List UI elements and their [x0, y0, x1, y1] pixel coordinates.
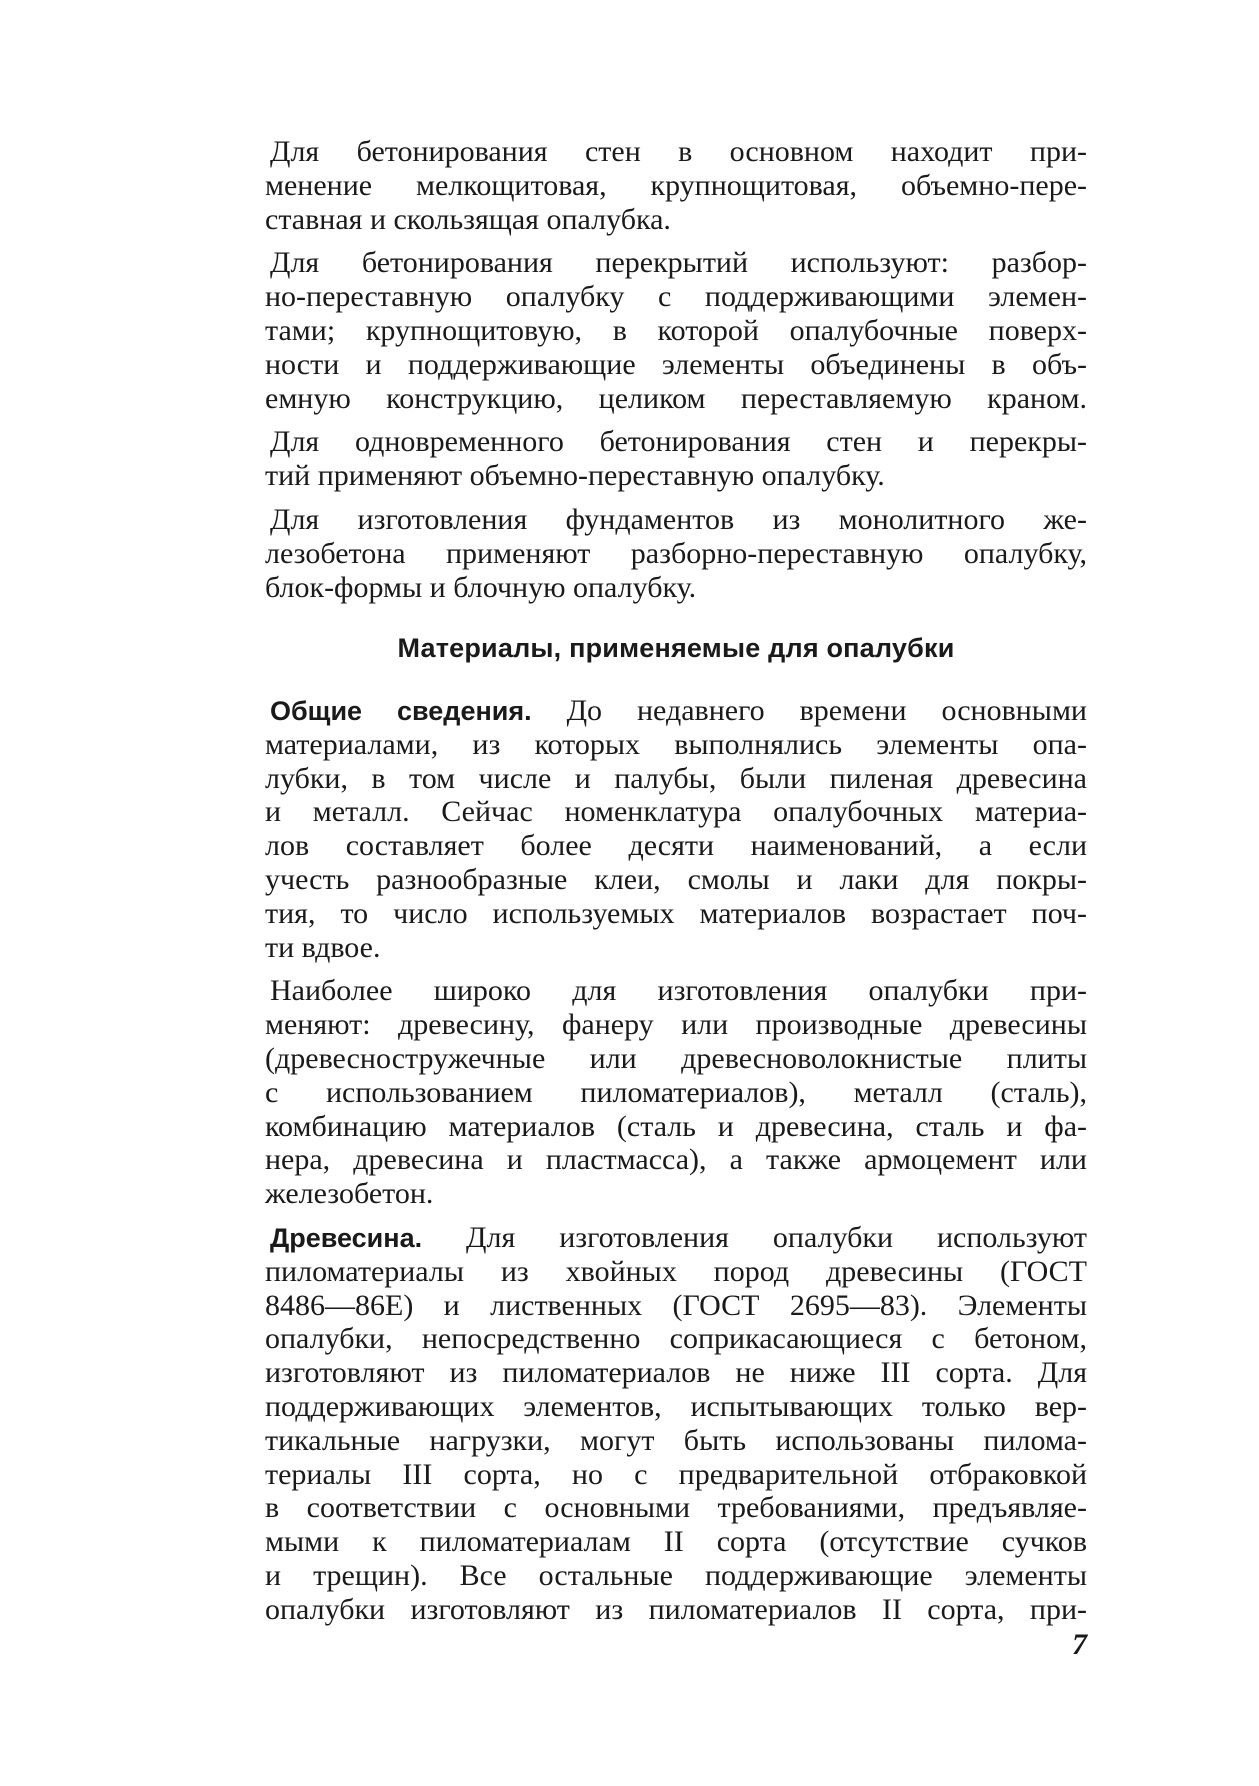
text-line: опалубки, непосредственно соприкасающиеся с бетоном, [265, 1322, 1087, 1356]
text-line: мыми к пиломатериалам II сорта (отсутствие сучков [265, 1525, 1087, 1559]
paragraph-lead-heading: Общие сведения. [270, 696, 532, 726]
text-line: Для одновременного бетонирования стен и перекры- [270, 425, 1087, 459]
text-line: териалы III сорта, но с предварительной отбраковкой [265, 1457, 1087, 1491]
text-line: (древесностружечные или древесноволокнистые плиты [265, 1041, 1087, 1075]
text-line: с использованием пиломатериалов), металл (сталь), [265, 1075, 1087, 1109]
text-line: Для изготовления фундаментов из монолитного же- [270, 502, 1087, 536]
text-line: менение мелкощитовая, крупнощитовая, объемно-пере- [265, 168, 1087, 202]
text-line: лов составляет более десяти наименований, а если [265, 829, 1087, 863]
text-line: и трещин). Все остальные поддерживающие элементы [265, 1558, 1087, 1592]
text-line [265, 1221, 1087, 1255]
text-line: 8486—86Е) и лиственных (ГОСТ 2695—83). Элементы [265, 1288, 1087, 1322]
text-line: лезобетона применяют разборно-переставную опалубку, [265, 536, 1087, 570]
text-line [265, 694, 1087, 728]
text-line: тия, то число используемых материалов возрастает поч- [265, 896, 1087, 930]
text-line: ставная и скользящая опалубка. [265, 202, 671, 236]
text-line: учесть разнообразные клеи, смолы и лаки для покры- [265, 862, 1087, 896]
text-line: тикальные нагрузки, могут быть использованы пилома- [265, 1423, 1087, 1457]
paragraph [265, 135, 1087, 236]
text-line: материалами, из которых выполнялись элементы опа- [265, 727, 1087, 761]
section-heading: Материалы, применяемые для опалубки [397, 633, 955, 663]
paragraph-lead-heading: Древесина. [270, 1222, 423, 1253]
text-line: в соответствии с основными требованиями, предъявляе- [265, 1491, 1087, 1525]
text-line: ности и поддерживающие элементы объединены в объ- [265, 347, 1087, 381]
text-line: Для бетонирования перекрытий используют: разбор- [270, 246, 1087, 280]
text-line: поддерживающих элементов, испытывающих только вер- [265, 1389, 1087, 1423]
text-line: нера, древесина и пластмасса), а также армоцемент или [265, 1143, 1087, 1177]
page-number: 7 [1072, 1628, 1087, 1661]
text-line: Для бетонирования стен в основном находит при- [270, 135, 1087, 168]
paragraph [265, 974, 1087, 1211]
paragraph [265, 246, 1087, 415]
text-line: изготовляют из пиломатериалов не ниже III сорта. Для [265, 1356, 1087, 1390]
text-line: пиломатериалы из хвойных пород древесины (ГОСТ [265, 1254, 1087, 1288]
intro-paragraphs [265, 135, 1087, 604]
materials-paragraphs [265, 694, 1087, 1627]
text-line: и металл. Сейчас номенклатура опалубочных материа- [265, 795, 1087, 829]
paragraph [265, 425, 1087, 493]
text-line: емную конструкцию, целиком переставляемую краном. [265, 381, 1087, 415]
text-line: железобетон. [265, 1177, 434, 1211]
text-line: ти вдвое. [265, 930, 381, 964]
text-line: лубки, в том числе и палубы, были пиленая древесина [265, 761, 1087, 795]
text-line: тами; крупнощитовую, в которой опалубочные поверх- [265, 313, 1087, 347]
text-fragment: До недавнего времени основными [531, 694, 1087, 727]
text-line: блок-формы и блочную опалубку. [265, 570, 697, 604]
text-fragment: Для изготовления опалубки используют [422, 1220, 1087, 1254]
text-line: но-переставную опалубку с поддерживающими элемен- [265, 280, 1087, 314]
text-line: тий применяют объемно-переставную опалубку. [265, 459, 885, 493]
text-line: комбинацию материалов (сталь и древесина, сталь и фа- [265, 1109, 1087, 1143]
text-line: меняют: древесину, фанеру или производные древесины [265, 1008, 1087, 1042]
paragraph [265, 503, 1087, 604]
text-line: опалубки изготовляют из пиломатериалов II сорта, при- [265, 1592, 1087, 1626]
paragraph-general-info [265, 694, 1087, 964]
text-line: Наиболее широко для изготовления опалубки при- [270, 974, 1087, 1008]
paragraph-wood [265, 1221, 1087, 1627]
